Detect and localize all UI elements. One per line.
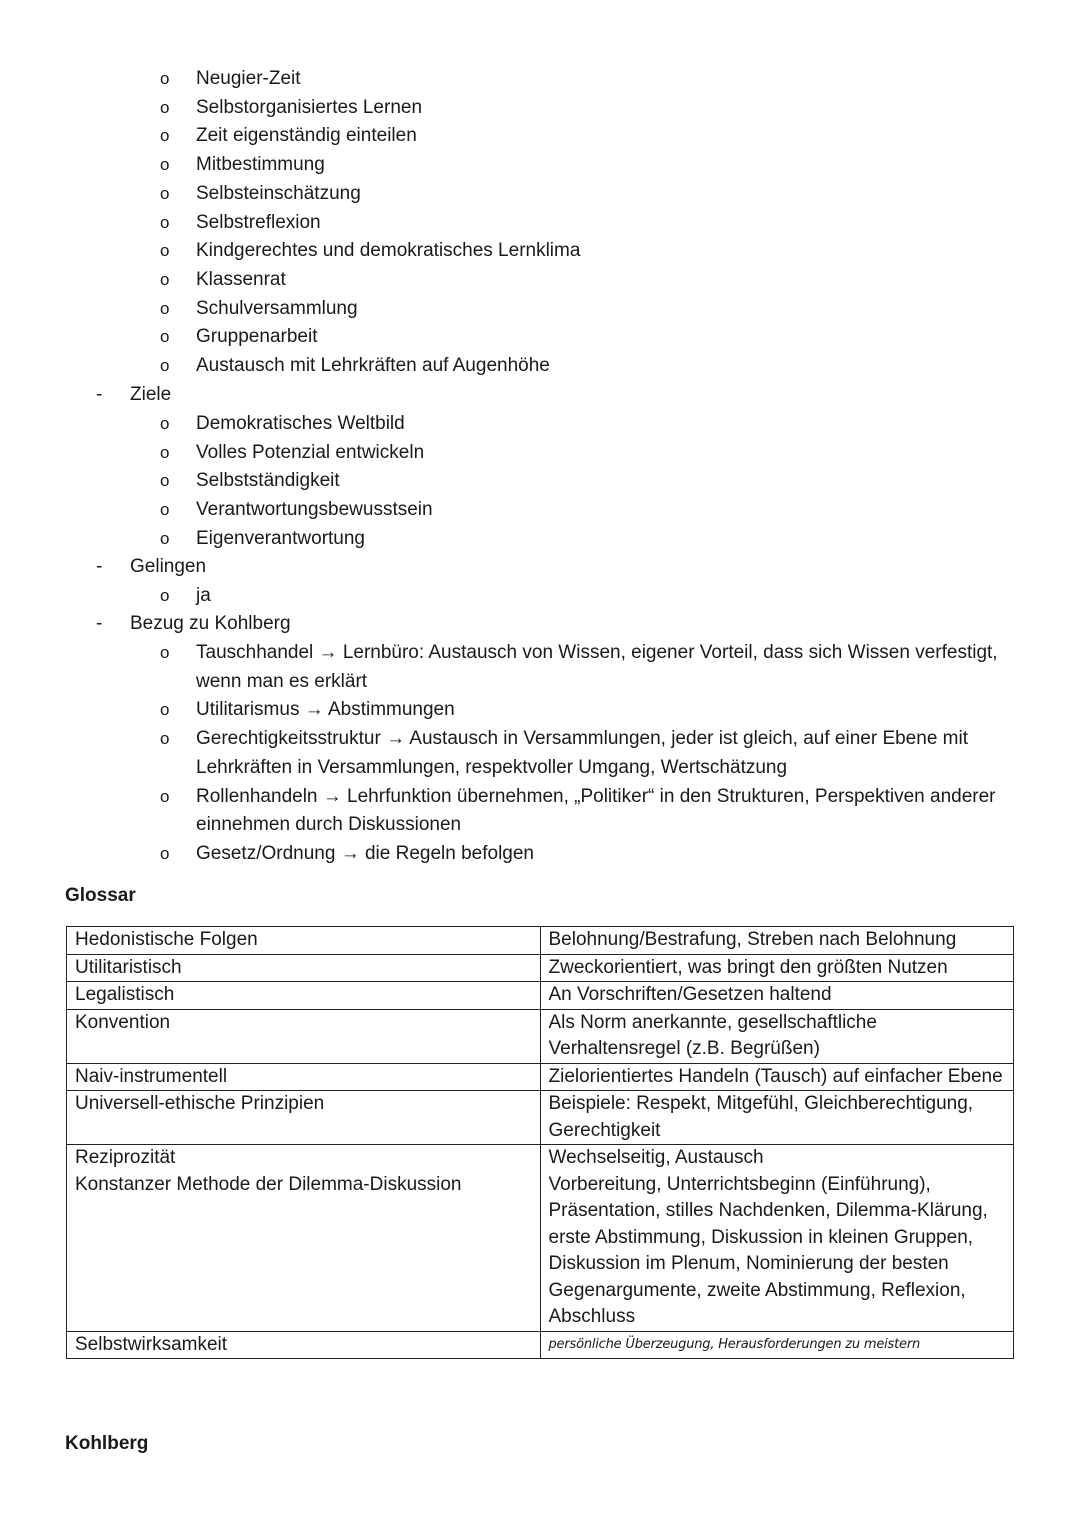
list-item: o Zeit eigenständig einteilen (160, 122, 1040, 151)
circle-bullet-icon: o (160, 183, 170, 203)
term-cell: Hedonistische Folgen (67, 927, 541, 955)
circle-bullet-icon: o (160, 327, 170, 347)
list-item: o Utilitarismus → Abstimmungen (160, 696, 1020, 725)
table-row (67, 1172, 1014, 1332)
list-item: o Selbsteinschätzung (160, 180, 1040, 209)
list-item: o Gesetz/Ordnung → die Regeln befolgen (160, 840, 1020, 869)
glossar-title: Glossar (65, 885, 136, 906)
circle-bullet-icon: o (160, 500, 170, 520)
circle-bullet-icon: o (160, 269, 170, 289)
term-cell: Reziprozität (67, 1145, 541, 1172)
ziele-heading: - Ziele (96, 381, 171, 410)
circle-bullet-icon: o (160, 786, 170, 806)
table-row (67, 927, 1014, 955)
definition-cell: Wechselseitig, Austausch (540, 1145, 1014, 1172)
table-row (67, 1091, 1014, 1145)
circle-bullet-icon: o (160, 643, 170, 662)
circle-bullet-icon: o (160, 69, 170, 88)
definition-cell: Beispiele: Respekt, Mitgefühl, Gleichberechtigung, Gerechtigkeit (540, 1091, 1014, 1145)
term-cell: Konstanzer Methode der Dilemma-Diskussion (67, 1172, 541, 1332)
list-item: o Demokratisches Weltbild (160, 410, 1040, 439)
term-cell: Universell-ethische Prinzipien (67, 1091, 541, 1145)
table-row (67, 1009, 1014, 1063)
list-item: o Eigenverantwortung (160, 525, 1040, 554)
gelingen-list (160, 582, 1040, 611)
list-item: o Selbstständigkeit (160, 467, 1040, 496)
ziele-list (160, 410, 1040, 554)
list-item: o Rollenhandeln → Lehrfunktion übernehmen, „Politiker“ in den Strukturen, Perspektiven anderer einnehmen durch Diskussionen (160, 783, 1020, 840)
circle-bullet-icon: o (160, 356, 170, 376)
kohlberg-title: Kohlberg (65, 1433, 149, 1454)
table-row (67, 982, 1014, 1010)
table-row (67, 954, 1014, 982)
definition-cell: Vorbereitung, Unterrichtsbeginn (Einführung), Präsentation, stilles Nachdenken, Dilemma-Klärung, erste Abstimmung, Diskussion in kleinen Gruppen, Diskussion im Plenum, Nominierung der besten Gegenargumente, zweite Abstimmung, Reflexion, Abschluss (540, 1172, 1014, 1332)
circle-bullet-icon: o (160, 298, 170, 318)
circle-bullet-icon: o (160, 729, 170, 749)
circle-bullet-icon: o (160, 212, 170, 232)
list-item: o Tauschhandel → Lernbüro: Austausch von Wissen, eigener Vorteil, dass sich Wissen verfestigt, wenn man es erklärt (160, 639, 1020, 696)
circle-bullet-icon: o (160, 843, 170, 863)
term-cell: Selbstwirksamkeit (67, 1331, 541, 1359)
list-item: o Verantwortungsbewusstsein (160, 496, 1040, 525)
kohlberg-bezug-list (160, 639, 1020, 869)
definition-cell: Belohnung/Bestrafung, Streben nach Belohnung (540, 927, 1014, 955)
list-item: o Schulversammlung (160, 295, 1040, 324)
circle-bullet-icon: o (160, 97, 170, 117)
methods-list (160, 65, 1040, 381)
circle-bullet-icon: o (160, 414, 170, 433)
list-item: o Gerechtigkeitsstruktur → Austausch in Versammlungen, jeder ist gleich, auf einer Ebene mit Lehrkräften in Versammlungen, respektvoller Umgang, Wertschätzung (160, 725, 1020, 782)
circle-bullet-icon: o (160, 241, 170, 261)
circle-bullet-icon: o (160, 586, 170, 605)
kohlberg-bezug-heading: - Bezug zu Kohlberg (96, 610, 291, 639)
list-item: o Kindgerechtes und demokratisches Lernklima (160, 237, 1040, 266)
definition-cell: Zweckorientiert, was bringt den größten Nutzen (540, 954, 1014, 982)
term-cell: Konvention (67, 1009, 541, 1063)
circle-bullet-icon: o (160, 700, 170, 720)
definition-cell: An Vorschriften/Gesetzen haltend (540, 982, 1014, 1010)
term-cell: Naiv-instrumentell (67, 1063, 541, 1091)
table-row (67, 1331, 1014, 1359)
gelingen-heading: - Gelingen (96, 553, 206, 582)
table-row (67, 1063, 1014, 1091)
term-cell: Utilitaristisch (67, 954, 541, 982)
list-item: o ja (160, 582, 1040, 611)
circle-bullet-icon: o (160, 528, 170, 548)
list-item: o Selbstreflexion (160, 209, 1040, 238)
table-row (67, 1145, 1014, 1172)
list-item: o Gruppenarbeit (160, 323, 1040, 352)
dash-bullet-icon: - (96, 556, 103, 577)
dash-bullet-icon: - (96, 384, 103, 405)
circle-bullet-icon: o (160, 442, 170, 462)
circle-bullet-icon: o (160, 471, 170, 491)
circle-bullet-icon: o (160, 155, 170, 175)
list-item: o Austausch mit Lehrkräften auf Augenhöhe (160, 352, 1040, 381)
list-item: o Selbstorganisiertes Lernen (160, 94, 1040, 123)
handwritten-definition-cell: persönliche Überzeugung, Herausforderungen zu meistern (540, 1331, 1014, 1359)
circle-bullet-icon: o (160, 126, 170, 146)
dash-bullet-icon: - (96, 613, 103, 634)
list-item: o Neugier-Zeit (160, 65, 1040, 94)
list-item: o Klassenrat (160, 266, 1040, 295)
definition-cell: Zielorientiertes Handeln (Tausch) auf einfacher Ebene (540, 1063, 1014, 1091)
list-item: o Mitbestimmung (160, 151, 1040, 180)
glossary-table (66, 926, 1014, 1359)
definition-cell: Als Norm anerkannte, gesellschaftliche Verhaltensregel (z.B. Begrüßen) (540, 1009, 1014, 1063)
term-cell: Legalistisch (67, 982, 541, 1010)
list-item: o Volles Potenzial entwickeln (160, 439, 1040, 468)
